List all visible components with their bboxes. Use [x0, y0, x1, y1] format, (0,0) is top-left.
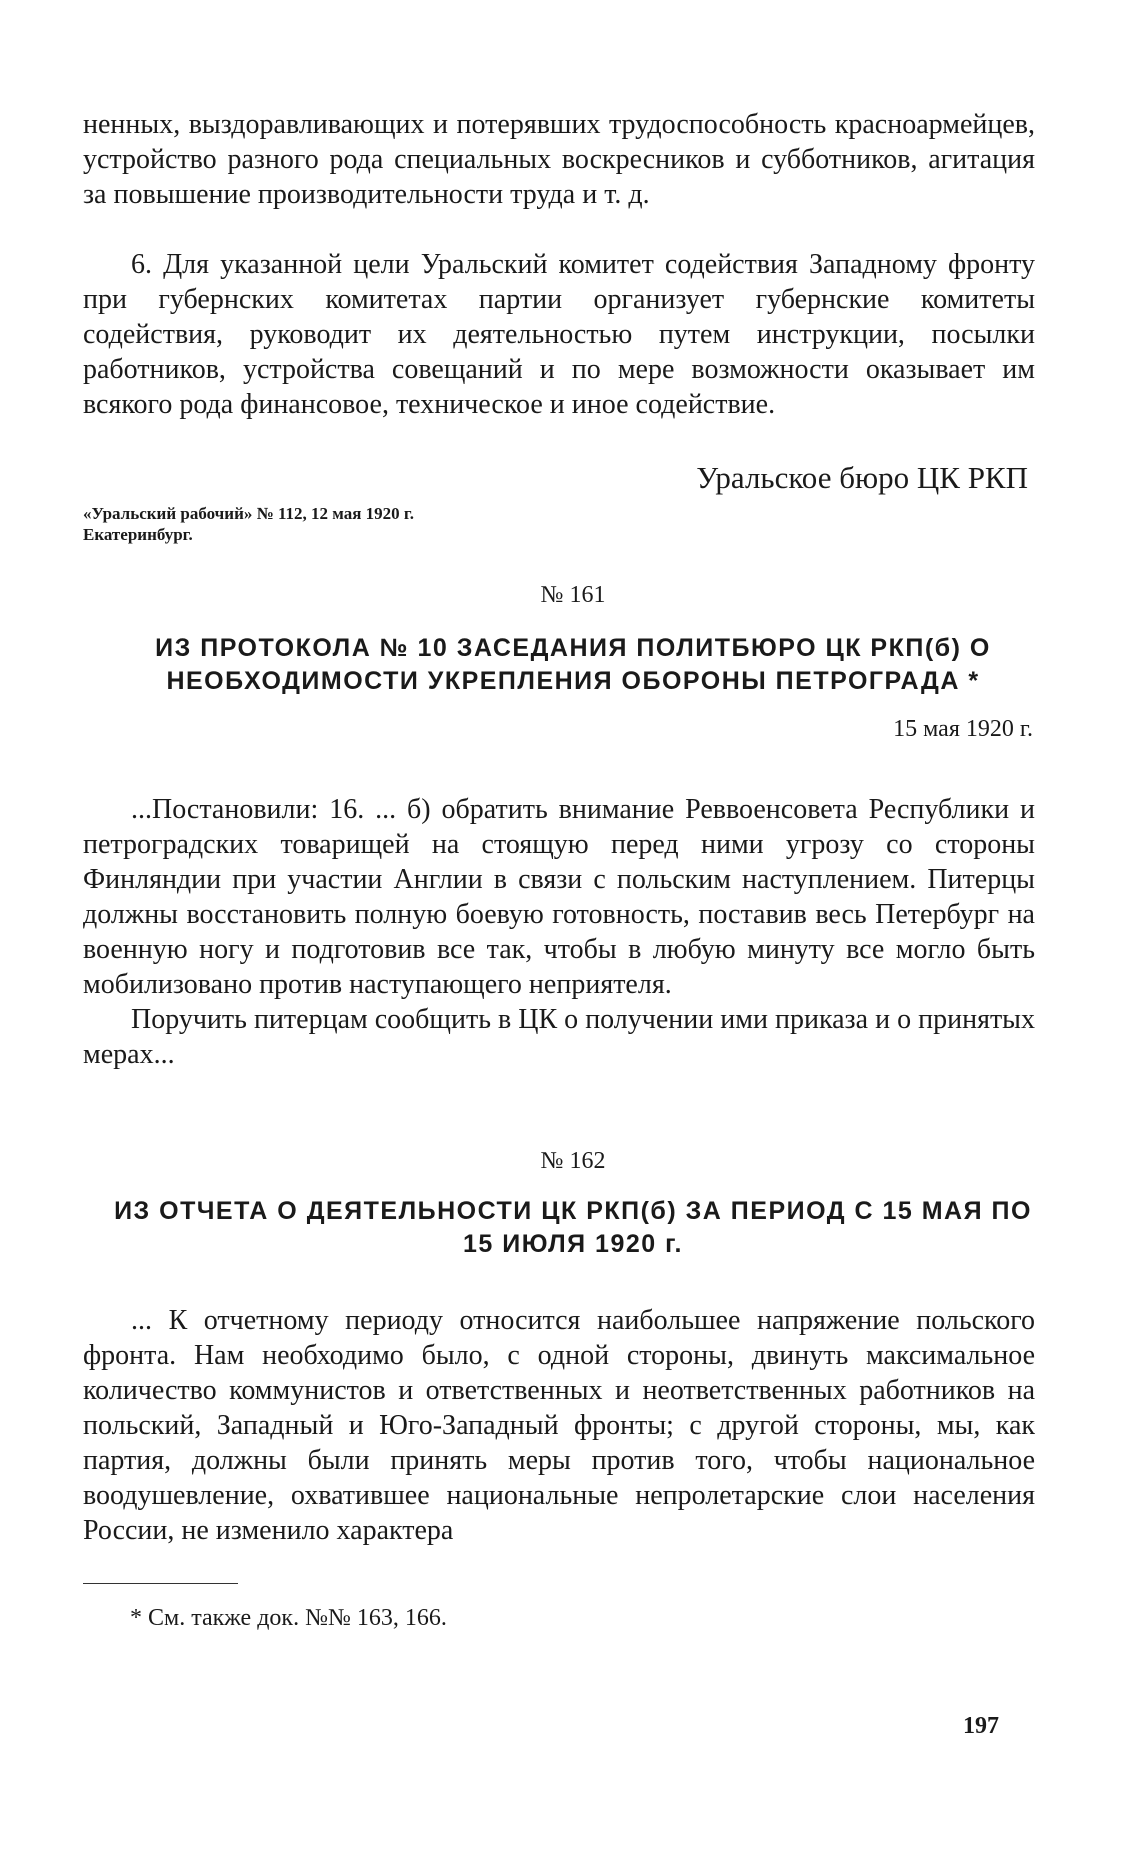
source-citation: «Уральский рабочий» № 112, 12 мая 1920 г. Екатеринбург. — [83, 504, 414, 544]
document-number-162: № 162 — [540, 1148, 606, 1174]
document-number-161: № 161 — [540, 582, 606, 608]
footnote-divider — [83, 1583, 238, 1584]
footnote: * См. также док. №№ 163, 166. — [130, 1605, 447, 1631]
doc161-paragraph-1: ...Постановили: 16. ... б) обратить внимание Реввоенсовета Республики и петроградских товарищей на стоящую перед ними угрозу со стороны Финляндии при участии Англии в связи с польским наступлением. Питерцы должны восстановить полную боевую готовность, поставив весь Петербург на военную ногу и подготовив все так, чтобы в любую минуту все могло быть мобилизовано против наступающего неприятеля. — [83, 794, 1035, 1000]
continuation-paragraph-2: 6. Для указанной цели Уральский комитет содействия Западному фронту при губернских комитетах партии организует губернские комитеты содействия, руководит их деятельностью путем инструкции, посылки работников, устройства совещаний и по мере возможности оказывает им всякого рода финансовое, техническое и иное содействие. — [83, 249, 1035, 420]
document-title-162: ИЗ ОТЧЕТА О ДЕЯТЕЛЬНОСТИ ЦК РКП(б) ЗА ПЕРИОД С 15 МАЯ ПО 15 ИЮЛЯ 1920 г. — [114, 1197, 1032, 1258]
signature: Уральское бюро ЦК РКП — [696, 460, 1028, 495]
doc162-paragraph-1: ... К отчетному периоду относится наибольшее напряжение польского фронта. Нам необходимо было, с одной стороны, двинуть максимальное количество коммунистов и ответственных и неответственных работников на польский, Западный и Юго-Западный фронты; с другой стороны, мы, как партия, должны были принять меры против того, чтобы национальное воодушевление, охватившее национальные непролетарские слои населения России, не изменило характера — [83, 1305, 1035, 1546]
document-date-161: 15 мая 1920 г. — [893, 716, 1033, 742]
document-title-161: ИЗ ПРОТОКОЛА № 10 ЗАСЕДАНИЯ ПОЛИТБЮРО ЦК РКП(б) О НЕОБХОДИМОСТИ УКРЕПЛЕНИЯ ОБОРОНЫ ПЕТРОГРАДА * — [155, 634, 991, 695]
continuation-paragraph-1: ненных, выздоравливающих и потерявших трудоспособность красноармейцев, устройство разного рода специальных воскресников и субботников, агитация за повышение производительности труда и т. д. — [83, 109, 1035, 210]
page-number: 197 — [963, 1713, 999, 1739]
doc161-paragraph-2: Поручить питерцам сообщить в ЦК о получении ими приказа и о принятых мерах... — [83, 1004, 1035, 1070]
